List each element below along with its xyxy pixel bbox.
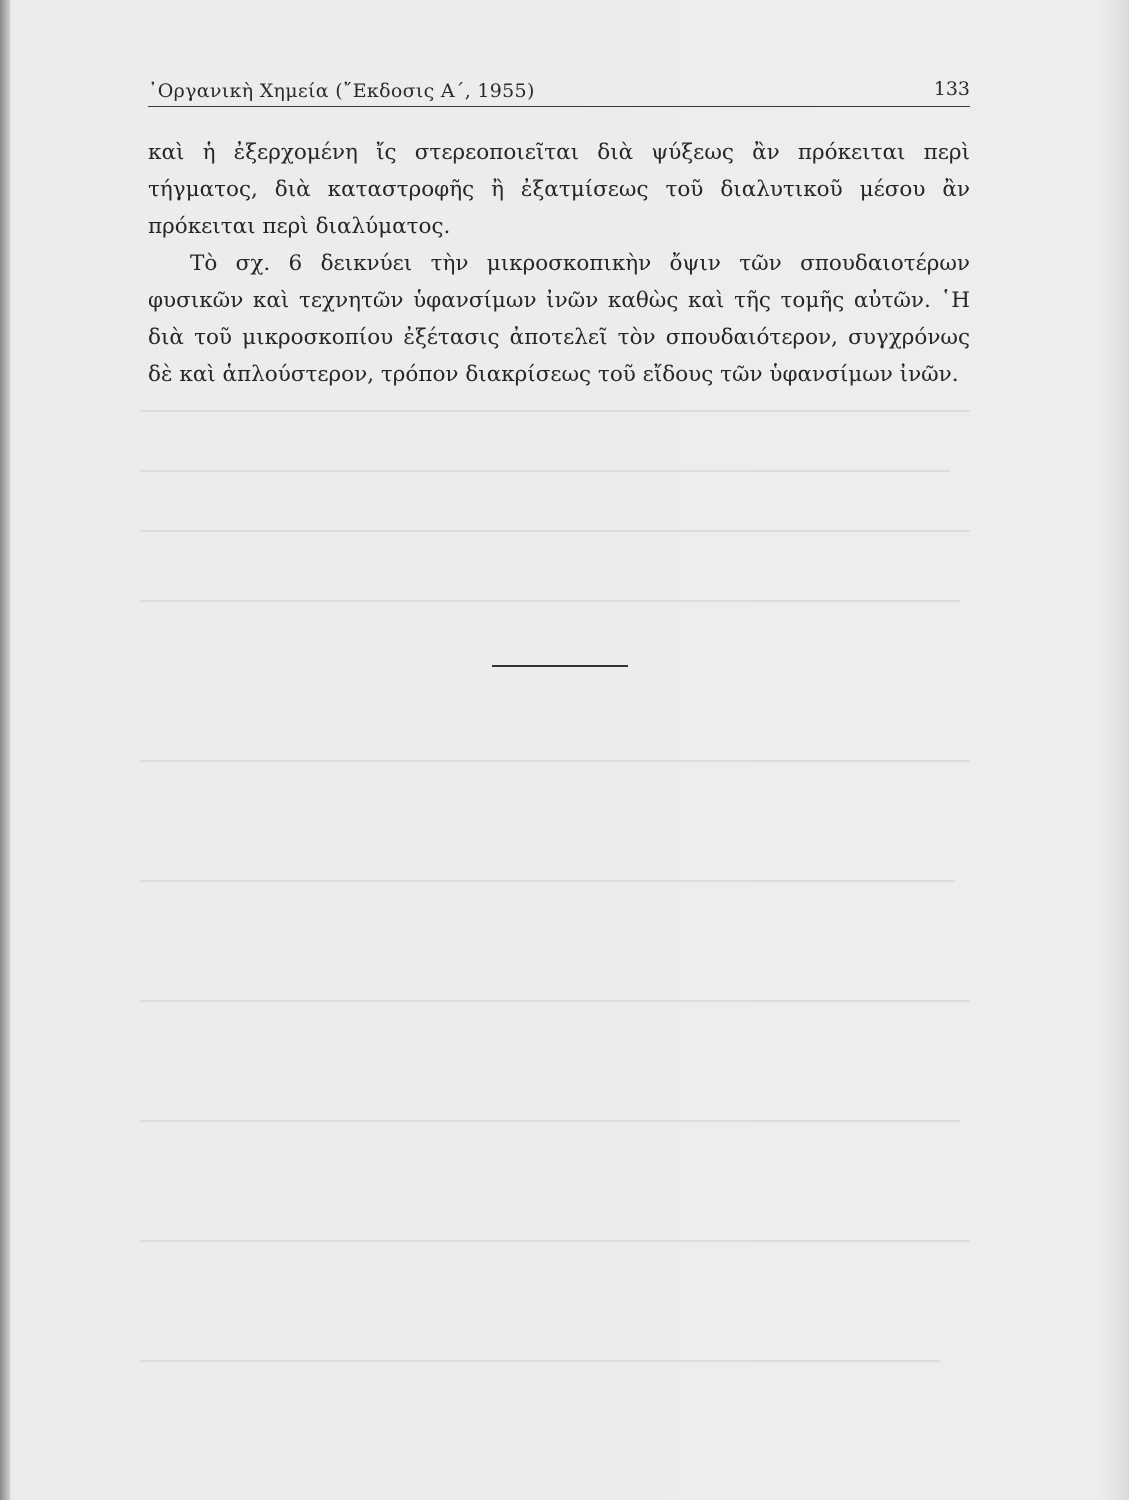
running-head: ᾿Οργανικὴ Χημεία (῎Εκδοσις Α΄, 1955) [148,80,535,102]
page-header [148,70,970,107]
show-through-line [140,410,970,412]
show-through-line [140,760,970,762]
show-through-line [140,880,955,882]
show-through-line [140,1360,940,1362]
show-through-line [140,530,970,532]
show-through-line [140,600,960,602]
show-through-line [140,1240,970,1242]
page-number: 133 [933,78,970,100]
paragraph: Τὸ σχ. 6 δεικνύει τὴν μικροσκοπικὴν ὄψιν τῶν σπουδαιοτέρων φυσικῶν καὶ τεχνητῶν ὑφανσίμων ἰνῶν καθὼς καὶ τῆς τομῆς αὐτῶν. ῾Η διὰ τοῦ μικροσκοπίου ἐξέτασις ἀποτελεῖ τὸν σπουδαιότερον, συγχρόνως δὲ καὶ ἁπλούστερον, τρόπον διακρίσεως τοῦ εἴδους τῶν ὑφανσίμων ἰνῶν. [148,251,970,387]
body-text [148,134,970,393]
scan-left-edge [0,0,10,1500]
show-through-line [140,470,950,472]
show-through-line [140,1000,970,1002]
section-end-rule [492,665,628,667]
show-through-line [140,1120,960,1122]
paragraph-continuation: καὶ ἡ ἐξερχομένη ἴς στερεοποιεῖται διὰ ψύξεως ἂν πρόκειται περὶ τήγματος, διὰ καταστροφῆς ἢ ἐξατμίσεως τοῦ διαλυτικοῦ μέσου ἂν πρόκειται περὶ διαλύματος. [148,140,970,239]
